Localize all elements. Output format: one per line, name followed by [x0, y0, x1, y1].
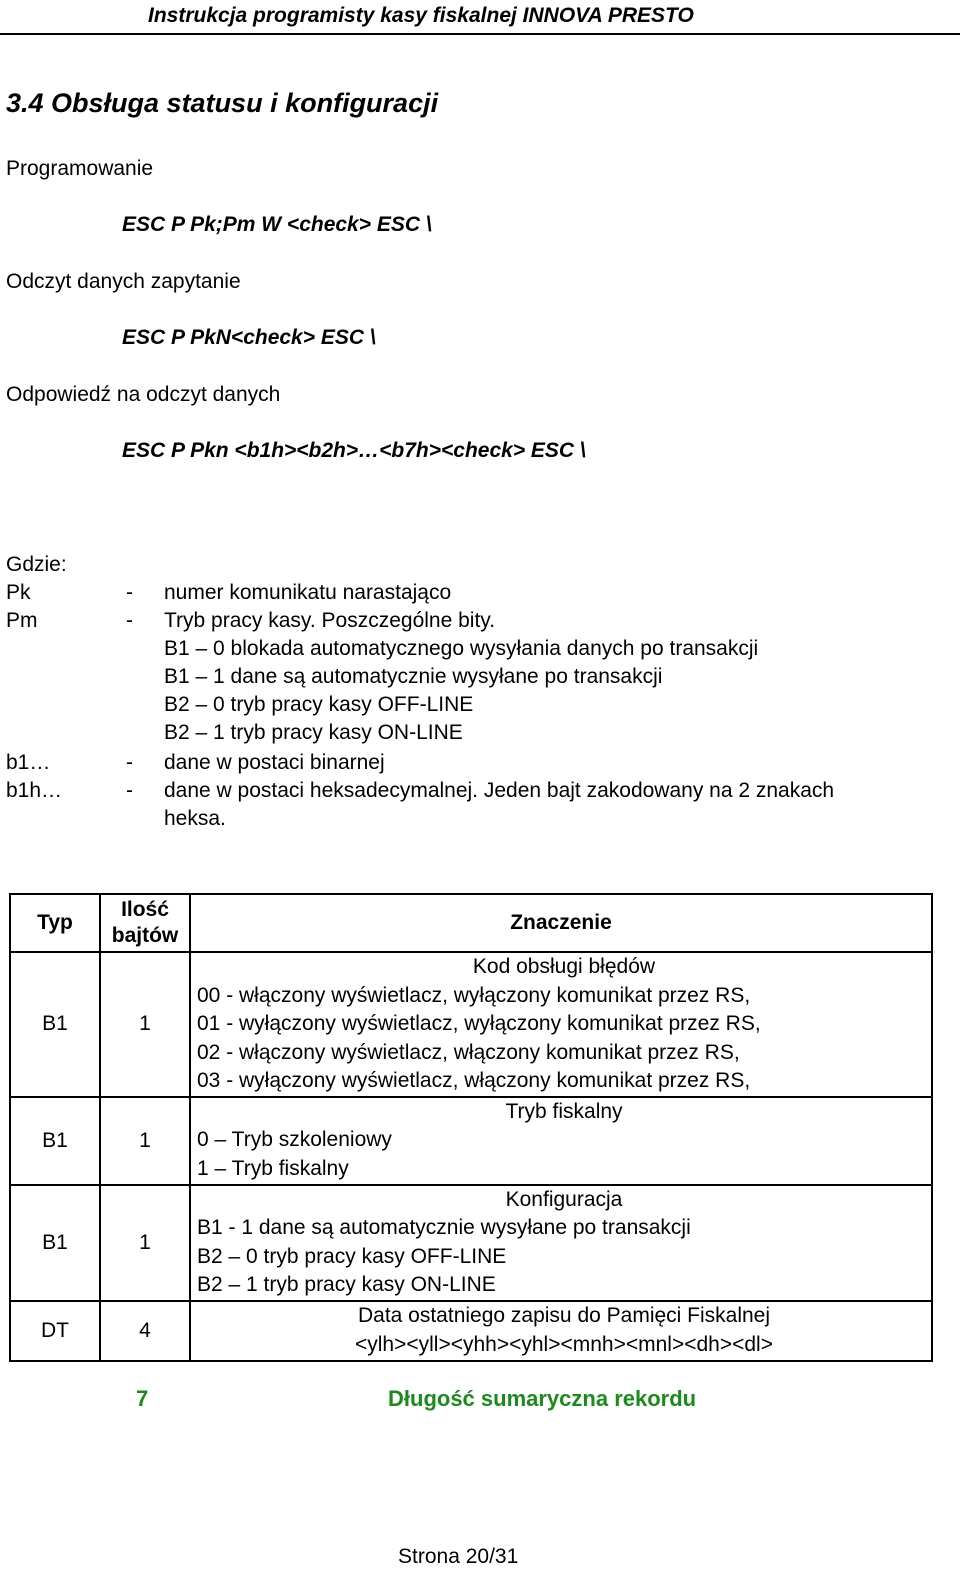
table-row	[10, 1097, 932, 1185]
cell-znaczenie	[190, 1185, 932, 1301]
row-line: 02 - włączony wyświetlacz, włączony komunikat przez RS,	[197, 1040, 740, 1064]
def-dash: -	[126, 779, 133, 802]
row-title: Data ostatniego zapisu do Pamięci Fiskalnej	[357, 1304, 771, 1327]
def-term-b1h: b1h…	[6, 779, 63, 802]
row-line: 0 – Tryb szkoleniowy	[197, 1128, 392, 1152]
cell-znaczenie	[190, 952, 932, 1097]
header-ilosc-line1: Ilość	[121, 898, 169, 921]
cell-typ: B1	[10, 1097, 100, 1185]
programming-command: ESC P Pk;Pm W <check> ESC \	[122, 213, 432, 236]
row-line: B2 – 0 tryb pracy kasy OFF-LINE	[197, 1244, 507, 1268]
row-line: <ylh><yll><yhh><yhl><mnh><mnl><dh><dl>	[355, 1332, 773, 1356]
row-line: B2 – 1 tryb pracy kasy ON-LINE	[197, 1273, 496, 1296]
table-row	[10, 1185, 932, 1301]
read-query-label: Odczyt danych zapytanie	[6, 270, 241, 293]
cell-typ: B1	[10, 1185, 100, 1301]
header-typ: Typ	[10, 894, 100, 952]
header-ilosc-line2: bajtów	[111, 924, 179, 947]
pm-bit-line: B1 – 0 blokada automatycznego wysyłania danych po transakcji	[164, 637, 759, 660]
cell-znaczenie	[190, 1097, 932, 1185]
cell-typ: DT	[10, 1301, 100, 1361]
row-title: Tryb fiskalny	[505, 1099, 623, 1123]
summary-record-length-label: Długość sumaryczna rekordu	[388, 1386, 697, 1411]
cell-ilosc: 1	[100, 1097, 190, 1185]
programming-label: Programowanie	[6, 157, 154, 180]
pm-bit-line: B2 – 1 tryb pracy kasy ON-LINE	[164, 721, 463, 744]
document-header-title: Instrukcja programisty kasy fiskalnej INNOVA PRESTO	[148, 4, 694, 27]
def-dash: -	[126, 751, 133, 774]
summary-record-length-value: 7	[136, 1386, 149, 1411]
def-term-pm: Pm	[6, 609, 38, 632]
row-line: 01 - wyłączony wyświetlacz, wyłączony komunikat przez RS,	[197, 1012, 761, 1035]
def-text-pm: Tryb pracy kasy. Poszczególne bity.	[164, 609, 496, 632]
row-title: Konfiguracja	[505, 1187, 623, 1211]
row-line: 1 – Tryb fiskalny	[197, 1156, 349, 1180]
read-response-command: ESC P Pkn <b1h><b2h>…<b7h><check> ESC \	[122, 439, 586, 462]
page-number: Strona 20/31	[398, 1545, 519, 1568]
record-structure-table	[9, 893, 933, 1362]
read-query-command: ESC P PkN<check> ESC \	[122, 326, 376, 349]
cell-typ: B1	[10, 952, 100, 1097]
def-term-b1: b1…	[6, 751, 51, 774]
pm-bit-line: B1 – 1 dane są automatycznie wysyłane po transakcji	[164, 665, 663, 688]
header-rule	[0, 33, 960, 35]
where-label: Gdzie:	[6, 553, 67, 576]
read-response-label: Odpowiedź na odczyt danych	[6, 383, 281, 406]
def-term-pk: Pk	[6, 581, 31, 604]
cell-ilosc: 1	[100, 952, 190, 1097]
def-dash: -	[126, 581, 133, 604]
def-dash: -	[126, 609, 133, 632]
row-line: B1 - 1 dane są automatycznie wysyłane po transakcji	[197, 1216, 691, 1239]
pm-bit-line: B2 – 0 tryb pracy kasy OFF-LINE	[164, 693, 474, 716]
header-znaczenie: Znaczenie	[190, 894, 932, 952]
def-text-pk: numer komunikatu narastająco	[164, 581, 452, 604]
row-line: 03 - wyłączony wyświetlacz, włączony komunikat przez RS,	[197, 1069, 751, 1092]
row-line: 00 - włączony wyświetlacz, wyłączony komunikat przez RS,	[197, 983, 751, 1007]
def-text-b1h-continued: heksa.	[164, 807, 226, 830]
table-row	[10, 952, 932, 1097]
cell-znaczenie	[190, 1301, 932, 1361]
table-header-row	[10, 894, 932, 952]
cell-ilosc: 4	[100, 1301, 190, 1361]
table-row	[10, 1301, 932, 1361]
section-title: 3.4 Obsługa statusu i konfiguracji	[6, 88, 439, 118]
header-ilosc-bajtow	[100, 894, 190, 952]
def-text-b1h: dane w postaci heksadecymalnej. Jeden bajt zakodowany na 2 znakach	[164, 779, 835, 802]
def-text-b1: dane w postaci binarnej	[164, 751, 385, 774]
cell-ilosc: 1	[100, 1185, 190, 1301]
row-title: Kod obsługi błędów	[472, 955, 656, 978]
